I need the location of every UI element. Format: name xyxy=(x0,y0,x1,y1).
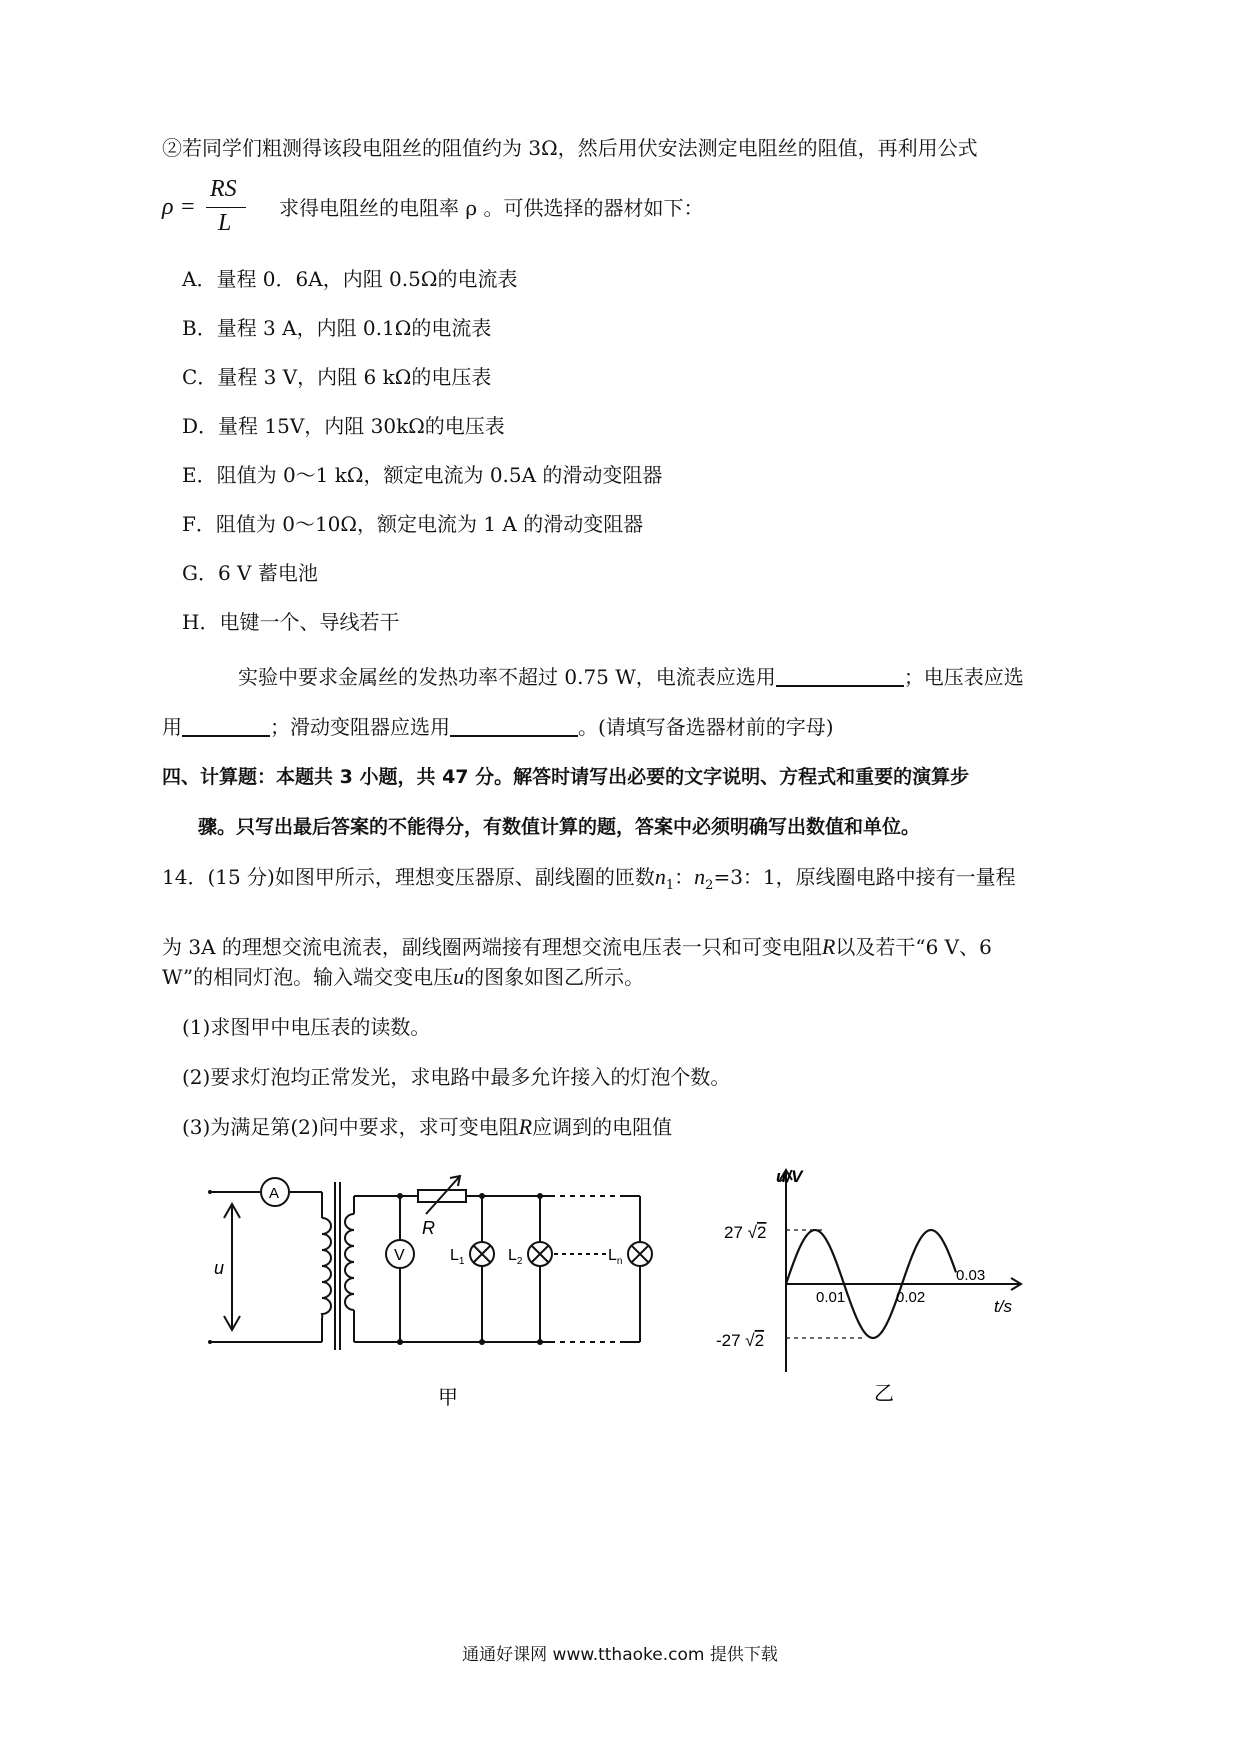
q14-text-e: W”的相同灯泡。输入端交变电压 xyxy=(162,965,454,989)
q14-line3 xyxy=(162,962,644,992)
figure-yi-caption: 乙 xyxy=(874,1383,894,1405)
x-axis-label: t/s xyxy=(994,1297,1012,1316)
voltmeter-label: V xyxy=(394,1247,405,1264)
option-d: D．量程 15V，内阻 30kΩ的电压表 xyxy=(182,414,505,438)
option-g: G．6 V 蓄电池 xyxy=(182,561,318,585)
var-R: R xyxy=(821,934,836,959)
q14-part1: (1)求图甲中电压表的读数。 xyxy=(182,1015,431,1039)
q14-text-b: =3：1，原线圈电路中接有一量程 xyxy=(713,865,1016,889)
formula-numerator: RS xyxy=(210,176,237,202)
x-tick-001: 0.01 xyxy=(816,1289,846,1306)
section4-heading-line1: 四、计算题：本题共 3 小题，共 47 分。解答时请写出必要的文字说明、方程式和重要的演算步 xyxy=(162,766,970,788)
x-tick-003: 0.03 xyxy=(956,1267,986,1284)
var-R-2: R xyxy=(518,1114,533,1139)
q14-text-a: 14．(15 分)如图甲所示，理想变压器原、副线圈的匝数 xyxy=(162,865,655,889)
requirement-line-2 xyxy=(162,712,834,742)
lamp1-label: $L_1$ xyxy=(450,1247,465,1267)
requirement-text: 实验中要求金属丝的发热功率不超过 0.75 W，电流表应选用 xyxy=(238,665,776,689)
formula-tail: 求得电阻丝的电阻率 ρ 。可供选择的器材如下： xyxy=(279,196,704,220)
var-n1-sub: 1 xyxy=(665,878,675,893)
var-n2-sub: 2 xyxy=(705,878,714,893)
page-footer: 通通好课网 www.tthaoke.com 提供下载 xyxy=(462,1645,778,1665)
var-n2: n xyxy=(694,864,706,889)
transformer-circuit-diagram xyxy=(200,1170,670,1410)
q14-part3-text: (3)为满足第(2)问中要求，求可变电阻 xyxy=(182,1115,519,1139)
q14-text-c: 为 3A 的理想交流电流表，副线圈两端接有理想交流电压表一只和可变电阻 xyxy=(162,935,822,959)
formula-lhs: ρ = xyxy=(162,194,196,220)
rheostat-label: R xyxy=(422,1218,435,1238)
q14-text-f: 的图象如图乙所示。 xyxy=(464,965,645,989)
section4-heading-line2: 骤。只写出最后答案的不能得分，有数值计算的题，答案中必须明确写出数值和单位。 xyxy=(198,816,921,838)
figure-jia-caption: 甲 xyxy=(438,1387,458,1409)
y-max-label: 27 √2 xyxy=(724,1223,767,1242)
option-a: A．量程 0．6A，内阻 0.5Ω的电流表 xyxy=(182,267,518,291)
y-axis-label: u/V xyxy=(776,1167,803,1186)
option-c: C．量程 3 V，内阻 6 kΩ的电压表 xyxy=(182,365,492,389)
option-h: H．电键一个、导线若干 xyxy=(182,610,400,634)
option-f: F．阻值为 0～10Ω，额定电流为 1 A 的滑动变阻器 xyxy=(182,512,644,536)
formula-denominator: L xyxy=(218,210,232,236)
voltage-waveform-graph xyxy=(716,1160,1036,1410)
x-tick-002: 0.02 xyxy=(896,1289,926,1306)
voltmeter-answer-blank[interactable] xyxy=(182,713,270,737)
q14-line2 xyxy=(162,932,992,962)
ratio-sep: ： xyxy=(674,865,695,889)
formula-fraction-bar xyxy=(206,207,246,208)
rheostat-prompt: ；滑动变阻器应选用 xyxy=(270,715,450,739)
q14-line1 xyxy=(162,862,1016,901)
q14-text-d: 以及若干“6 V、6 xyxy=(835,935,992,959)
rheostat-answer-blank[interactable] xyxy=(450,713,578,737)
option-e: E．阻值为 0～1 kΩ，额定电流为 0.5A 的滑动变阻器 xyxy=(182,463,663,487)
lampn-label: $L_n$ xyxy=(608,1247,623,1267)
q14-part3 xyxy=(182,1112,672,1142)
ammeter-label: A xyxy=(269,1185,280,1202)
input-voltage-label: u xyxy=(214,1258,225,1278)
voltmeter-prompt-cont: 用 xyxy=(162,715,182,739)
fill-instruction: 。(请填写备选器材前的字母) xyxy=(578,715,834,739)
q14-part3-tail: 应调到的电阻值 xyxy=(532,1115,673,1139)
requirement-line-1 xyxy=(238,662,1024,692)
lamp2-label: $L_2$ xyxy=(508,1247,523,1267)
var-u: u xyxy=(453,964,465,989)
var-n1: n xyxy=(654,864,666,889)
q13-intro: ②若同学们粗测得该段电阻丝的阻值约为 3Ω，然后用伏安法测定电阻丝的阻值，再利用公式 xyxy=(162,136,978,160)
voltmeter-prompt: ；电压表应选 xyxy=(903,665,1024,689)
q14-part2: (2)要求灯泡均正常发光，求电路中最多允许接入的灯泡个数。 xyxy=(182,1065,731,1089)
y-min-label: -27 √2 xyxy=(716,1331,765,1350)
ammeter-answer-blank[interactable] xyxy=(776,663,904,687)
option-b: B．量程 3 A，内阻 0.1Ω的电流表 xyxy=(182,316,492,340)
